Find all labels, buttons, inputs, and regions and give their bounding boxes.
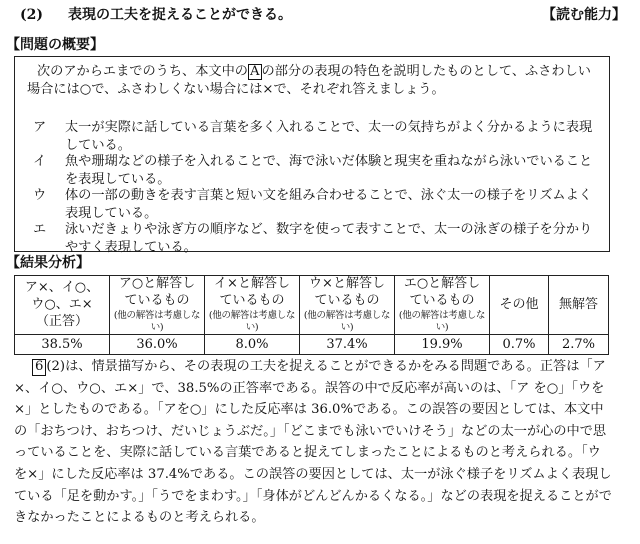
result-table	[14, 275, 609, 355]
header-cell-i	[205, 276, 300, 335]
ability-tag: 【読む能力】	[542, 7, 626, 23]
header-cell-no-answer	[549, 276, 609, 335]
option-u	[27, 187, 601, 224]
result-heading: 【結果分析】	[6, 255, 90, 271]
option-text: 体の一部の動きを表す言葉と短い文を組み合わせることで、泳ぐ太一の様子をリズムよく表現している。	[65, 188, 592, 222]
option-mark: イ	[33, 154, 47, 169]
result-header-row	[15, 276, 609, 335]
header-line: ているもの	[409, 292, 475, 308]
option-text: 泳いだきょりや泳ぎ方の順序など、数字を使って表すことで、太一の泳ぎの様子を分かりやすく表現している。	[65, 222, 593, 256]
header-note: (他の解答は考慮しない)	[303, 309, 391, 334]
section-number: (2)	[20, 7, 43, 23]
option-i	[27, 153, 601, 190]
header-line: イ×と解答し	[214, 276, 290, 291]
header-line: エ○と解答し	[403, 276, 481, 291]
option-text: 太一が実際に話している言葉を多く入れることで、太一の気持ちがよく分かるように表現している。	[65, 120, 593, 154]
intro-text-after: の部分の表現の特色を説明したものとして、ふさわしい場合には○で、ふさわしくない場合には×で、それぞれ答えましょう。	[27, 64, 591, 98]
marker-a-box: A	[250, 64, 260, 79]
header-line: ているもの	[124, 292, 190, 308]
value-cell: 37.4%	[300, 335, 395, 355]
header-line: その他	[499, 296, 539, 312]
overview-heading: 【問題の概要】	[6, 37, 104, 53]
analysis-paragraph	[14, 356, 614, 529]
option-mark: ア	[33, 120, 47, 135]
header-line: ア○と解答し	[118, 276, 196, 291]
header-note: (他の解答は考慮しない)	[113, 309, 201, 334]
header-cell-e	[395, 276, 490, 335]
intro-text-before: 次のアからエまでのうち、本文中の	[37, 64, 248, 79]
section-title: 表現の工夫を捉えることができる。	[68, 7, 292, 23]
question-box	[14, 56, 610, 256]
header-cell-a	[110, 276, 205, 335]
value-cell: 38.5%	[15, 335, 110, 355]
header-cell-other	[490, 276, 549, 335]
header-note: (他の解答は考慮しない)	[398, 309, 486, 334]
section-header	[18, 6, 626, 26]
header-note: (他の解答は考慮しない)	[208, 309, 296, 334]
header-line: （正答）	[35, 313, 88, 329]
value-cell: 19.9%	[395, 335, 490, 355]
analysis-text: (2)は、情景描写から、その表現の工夫を捉えることができるかをみる問題である。正答は「ア×、イ○、ウ○、エ×」で、38.5%の正答率である。誤答の中で反応率が高いのは、「ア を○」「ウを×」としたものである。「アを○」にした反応率は 36.0%である。この誤答の要因としては、本文中の「おちつけ、おちつけ、だいじょうぶだ。」「どこまでも泳いでいけそう」などの太一が心の中で思っていることを、実際に話している言葉であると捉えてしまったことによるものと考えられる。「ウを×」にした反応率は 37.4%である。この誤答の要因としては、太一が泳ぐ様子をリズムよく表現している「足を動かす。」「うでをまわす。」「身体がどんどんかるくなる。」などの表現を捉えることができなかったことによるものと考えられる。	[14, 359, 612, 526]
header-line: ウ○、エ×	[31, 296, 93, 312]
option-mark: ウ	[33, 188, 47, 203]
result-value-row	[15, 335, 609, 355]
header-cell-u	[300, 276, 395, 335]
question-number-box: 6	[32, 359, 46, 376]
option-e	[27, 221, 601, 258]
option-a	[27, 119, 601, 156]
value-cell: 0.7%	[490, 335, 549, 355]
value-cell: 36.0%	[110, 335, 205, 355]
header-line: ているもの	[314, 292, 380, 308]
question-intro	[27, 63, 601, 100]
header-line: ウ×と解答し	[309, 276, 385, 291]
header-cell-correct	[15, 276, 110, 335]
header-line: 無解答	[558, 296, 598, 312]
header-line: ア×、イ○、	[24, 279, 100, 295]
value-cell: 8.0%	[205, 335, 300, 355]
option-mark: エ	[33, 222, 47, 237]
header-line: ているもの	[219, 292, 285, 308]
value-cell: 2.7%	[549, 335, 609, 355]
option-text: 魚や珊瑚などの様子を入れることで、海で泳いだ体験と現実を重ねながら泳いでいることを表現している。	[65, 154, 593, 188]
